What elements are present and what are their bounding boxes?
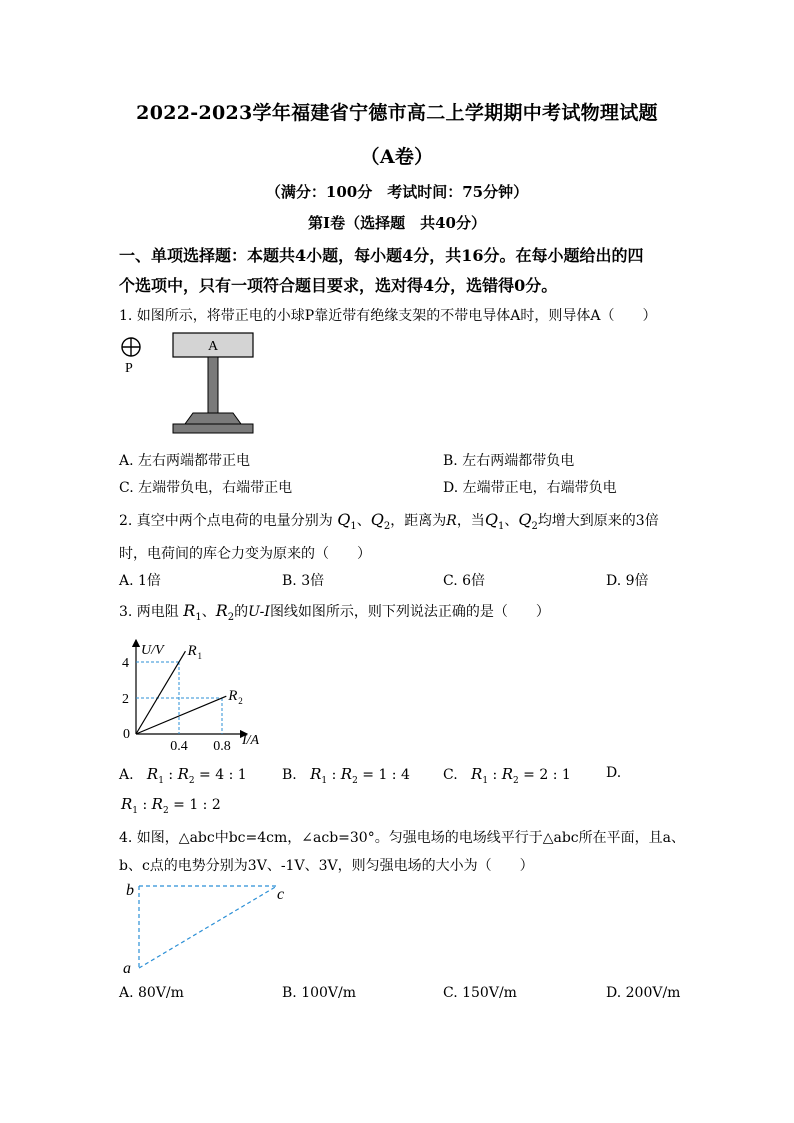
q3-a-equals: = [194, 767, 216, 783]
q2-sep: 、 [356, 513, 371, 529]
q3-ui-symbol: U-I [248, 604, 270, 620]
q3-a-letter: A. [119, 767, 134, 783]
q2-q1-sub-2: 1 [497, 520, 505, 532]
q3-d-equals: = [168, 797, 190, 813]
origin-label: 0 [123, 727, 130, 742]
q3-stem-de: 的 [234, 604, 249, 620]
q3-option-c[interactable] [443, 765, 571, 786]
question-1-stem: 1. 如图所示，将带正电的小球P靠近带有绝缘支架的不带电导体A时，则导体A（ ） [119, 308, 657, 324]
q1-option-a[interactable]: A. 左右两端都带正电 [119, 453, 251, 469]
instructions-line-1: 一、单项选择题：本题共4小题，每小题4分，共16分。在每小题给出的四 [119, 246, 644, 265]
vertex-b-label: b [126, 882, 134, 899]
y-tick-label: 2 [122, 692, 129, 707]
instructions-line-2: 个选项中，只有一项符合题目要求，选对得4分，选错得0分。 [119, 276, 558, 295]
q3-b-r2-sub: 2 [352, 775, 358, 786]
q3-b-letter: B. [282, 767, 297, 783]
q4-option-d[interactable]: D. 200V/m [606, 985, 681, 1001]
q2-q2-symbol: Q [370, 510, 384, 529]
q2-q2-symbol-2: Q [518, 510, 532, 529]
triangle-side-ac [139, 886, 277, 968]
q3-d-r1: R [121, 795, 133, 813]
q1-option-b[interactable]: B. 左右两端都带负电 [443, 453, 575, 469]
q4-option-c[interactable]: C. 150V/m [443, 985, 517, 1001]
insulating-stand-base [185, 413, 241, 424]
q1-option-d[interactable]: D. 左端带正电，右端带负电 [443, 480, 617, 496]
q2-stem-part: 2. 真空中两个点电荷的电量分别为 [119, 513, 333, 529]
q2-stem-distance: ，距离为 [390, 513, 447, 529]
q3-option-a[interactable] [119, 765, 247, 786]
q2-option-b[interactable]: B. 3倍 [282, 573, 325, 589]
series-label-sub-r1: 1 [197, 651, 202, 662]
q3-b-ratio: 1 : 4 [378, 767, 410, 783]
q3-b-colon: : [327, 767, 341, 783]
section-heading: 第Ⅰ卷（选择题 共40分） [308, 214, 486, 232]
q2-stem-when: ，当 [456, 513, 485, 529]
q2-option-c[interactable]: C. 6倍 [443, 573, 486, 589]
vertex-a-label: a [123, 960, 131, 977]
q3-d-r2: R [151, 795, 163, 813]
q3-b-equals: = [357, 767, 379, 783]
q2-q1-symbol: Q [337, 510, 351, 529]
q2-option-d[interactable]: D. 9倍 [606, 573, 649, 589]
series-label-r2: R [228, 688, 238, 705]
x-tick-label: 0.4 [170, 739, 188, 752]
q3-a-r2-sub: 2 [188, 775, 195, 786]
ball-label: P [125, 361, 133, 376]
q3-c-r1-sub: 1 [482, 775, 489, 786]
q3-c-letter: C. [443, 767, 458, 783]
question-2-line-1 [119, 510, 659, 532]
q2-q1-symbol-2: Q [484, 510, 498, 529]
q3-d-colon: : [138, 797, 152, 813]
q3-ui-chart [115, 632, 275, 752]
q3-r1-symbol: R [183, 601, 196, 620]
q3-c-r2-sub: 2 [512, 775, 519, 786]
q3-stem-part: 3. 两电阻 [119, 604, 179, 620]
q3-d-r1-sub: 1 [132, 805, 139, 816]
q3-r2-symbol: R [215, 601, 228, 620]
q3-c-colon: : [488, 767, 502, 783]
question-3-stem [119, 601, 550, 623]
q4-option-b[interactable]: B. 100V/m [282, 985, 357, 1001]
series-label-sub-r2: 2 [238, 696, 243, 707]
y-axis-label: U/V [141, 643, 164, 658]
q2-option-a[interactable]: A. 1倍 [119, 573, 161, 589]
q3-a-r2: R [177, 765, 189, 783]
insulating-stand-post [208, 357, 218, 413]
q3-a-colon: : [163, 767, 178, 783]
question-2-line-2: 时，电荷间的库仑力变为原来的（ ） [119, 546, 371, 562]
q3-sep: 、 [201, 604, 216, 620]
q1-option-c[interactable]: C. 左端带负电，右端带正电 [119, 480, 293, 496]
q3-c-ratio: 2 : 1 [539, 767, 571, 783]
series-label-r1: R [187, 643, 197, 660]
q3-a-r1: R [146, 765, 159, 783]
q3-a-ratio: 4 : 1 [215, 767, 247, 783]
question-4-figure [115, 876, 305, 978]
q3-b-r1-sub: 1 [321, 775, 328, 786]
series-line-r2 [136, 696, 226, 734]
q4-option-a[interactable]: A. 80V/m [119, 985, 184, 1001]
q3-c-equals: = [518, 767, 540, 783]
series-line-r1 [136, 651, 185, 734]
q3-c-r1: R [471, 765, 483, 783]
q3-d-r2-sub: 2 [162, 805, 169, 816]
q3-option-b[interactable] [282, 765, 410, 786]
y-tick-label: 4 [122, 656, 129, 671]
q2-r-symbol: R [446, 513, 457, 529]
x-axis-label: I/A [242, 733, 260, 748]
q2-stem-end: 均增大到原来的3倍 [537, 513, 659, 529]
page-subtitle: （A卷） [360, 146, 434, 168]
question-1-figure [115, 328, 265, 440]
q3-b-r1: R [310, 765, 322, 783]
stand-foot [173, 424, 253, 433]
q3-a-r1-sub: 1 [158, 775, 164, 786]
q2-q2-sub: 2 [383, 520, 391, 532]
vertex-c-label: c [277, 886, 285, 903]
question-4-line-2: b、c点的电势分别为3V、-1V、3V，则匀强电场的大小为（ ） [119, 858, 534, 874]
question-4-line-1: 4. 如图，△abc中bc=4cm，∠acb=30°。匀强电场的电场线平行于△abc所在平面，且a、 [119, 830, 685, 846]
q3-r2-sub: 2 [227, 611, 235, 623]
q2-sep-2: 、 [504, 513, 519, 529]
q3-c-r2: R [501, 765, 513, 783]
q3-option-d[interactable] [121, 795, 221, 816]
conductor-label: A [207, 339, 219, 354]
q3-d-ratio: 1 : 2 [189, 797, 221, 813]
exam-info: （满分：100分 考试时间：75分钟） [265, 183, 529, 201]
q3-stem-end: 图线如图所示，则下列说法正确的是（ ） [269, 604, 550, 620]
q2-q2-sub-2: 2 [531, 520, 538, 532]
q3-b-r2: R [340, 765, 353, 783]
q3-r1-sub: 1 [195, 611, 202, 623]
x-tick-label: 0.8 [213, 739, 231, 752]
page-title: 2022-2023学年福建省宁德市高二上学期期中考试物理试题 [136, 102, 658, 124]
q2-q1-sub: 1 [350, 520, 357, 532]
q3-option-d-letter[interactable]: D. [606, 765, 622, 781]
